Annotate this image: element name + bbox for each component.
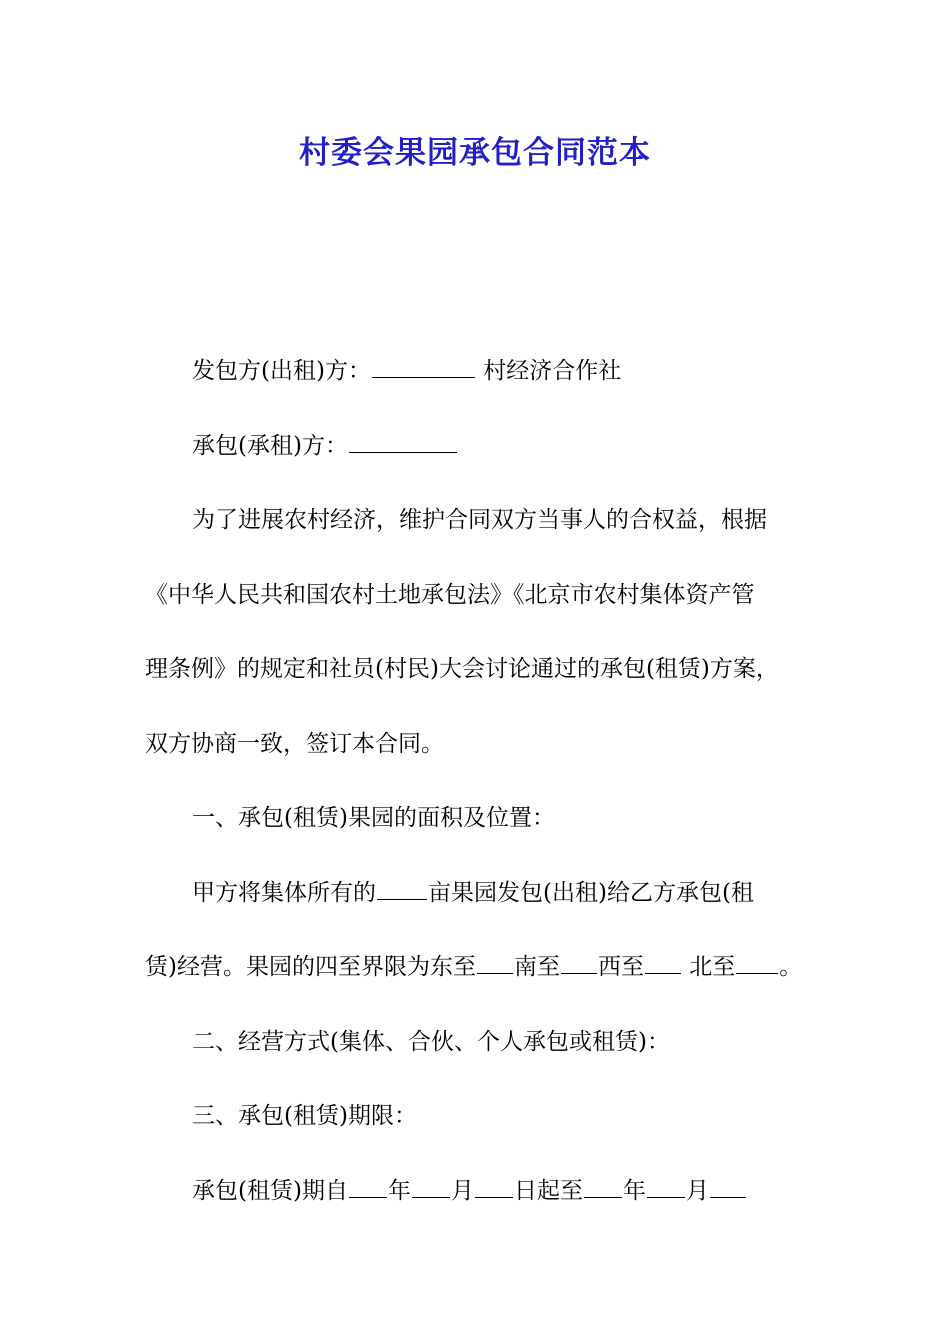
party-b-label: 承包(承租)方： bbox=[192, 432, 348, 459]
start-month-blank bbox=[412, 1196, 450, 1198]
start-year-blank bbox=[349, 1196, 387, 1198]
section-1-text-b: 亩果园发包(出租)给乙方承包(租 bbox=[428, 879, 754, 906]
party-b-line bbox=[145, 409, 807, 484]
end-month-blank bbox=[647, 1196, 685, 1198]
end-day-blank bbox=[710, 1196, 746, 1198]
section-1-line-2 bbox=[145, 930, 807, 1005]
end-year-label: 年 bbox=[622, 1177, 646, 1204]
party-a-label: 发包方(出租)方： bbox=[192, 358, 371, 384]
section-1-line-1 bbox=[145, 856, 807, 931]
party-a-line bbox=[145, 334, 807, 409]
east-blank bbox=[477, 972, 513, 974]
south-blank bbox=[561, 972, 597, 974]
section-3-text-a: 承包(租赁)期自 bbox=[192, 1177, 348, 1204]
preamble-line-1: 为了进展农村经济，维护合同双方当事人的合权益，根据 bbox=[192, 507, 767, 533]
preamble-line-2: 《中华人民共和国农村土地承包法》《北京市农村集体资产管 bbox=[145, 581, 755, 608]
start-day-label: 日起至 bbox=[513, 1177, 583, 1204]
section-3-line-1 bbox=[145, 1154, 807, 1229]
party-a-suffix: 村经济合作社 bbox=[483, 358, 622, 384]
section-1-text-a: 甲方将集体所有的 bbox=[192, 879, 376, 906]
preamble-line-3: 理条例》的规定和社员(村民)大会讨论通过的承包(租赁)方案， bbox=[145, 656, 779, 682]
section-1-text-g: 。 bbox=[779, 954, 803, 980]
north-blank bbox=[736, 972, 778, 974]
end-year-blank bbox=[584, 1196, 622, 1198]
end-month-label: 月 bbox=[685, 1177, 709, 1204]
section-1-text-f: 北至 bbox=[689, 954, 736, 980]
start-month-label: 月 bbox=[450, 1177, 474, 1204]
start-day-blank bbox=[475, 1196, 513, 1198]
preamble-line-4: 双方协商一致，签订本合同。 bbox=[145, 730, 444, 757]
section-3-heading: 三、承包(租赁)期限： bbox=[192, 1103, 417, 1129]
section-1-heading: 一、承包(租赁)果园的面积及位置： bbox=[192, 805, 555, 831]
document-body bbox=[145, 334, 807, 1228]
party-b-blank bbox=[349, 451, 457, 453]
document-title: 村委会果园承包合同范本 bbox=[299, 135, 651, 171]
section-2-heading: 二、经营方式(集体、合伙、个人承包或租赁)： bbox=[192, 1028, 670, 1055]
west-blank bbox=[645, 972, 681, 974]
area-blank bbox=[377, 898, 427, 900]
start-year-label: 年 bbox=[387, 1177, 411, 1204]
section-1-text-d: 南至 bbox=[513, 954, 560, 980]
section-1-text-c: 赁)经营。果园的四至界限为东至 bbox=[145, 954, 476, 980]
party-a-blank bbox=[372, 376, 475, 378]
section-1-text-e: 西至 bbox=[597, 954, 644, 980]
